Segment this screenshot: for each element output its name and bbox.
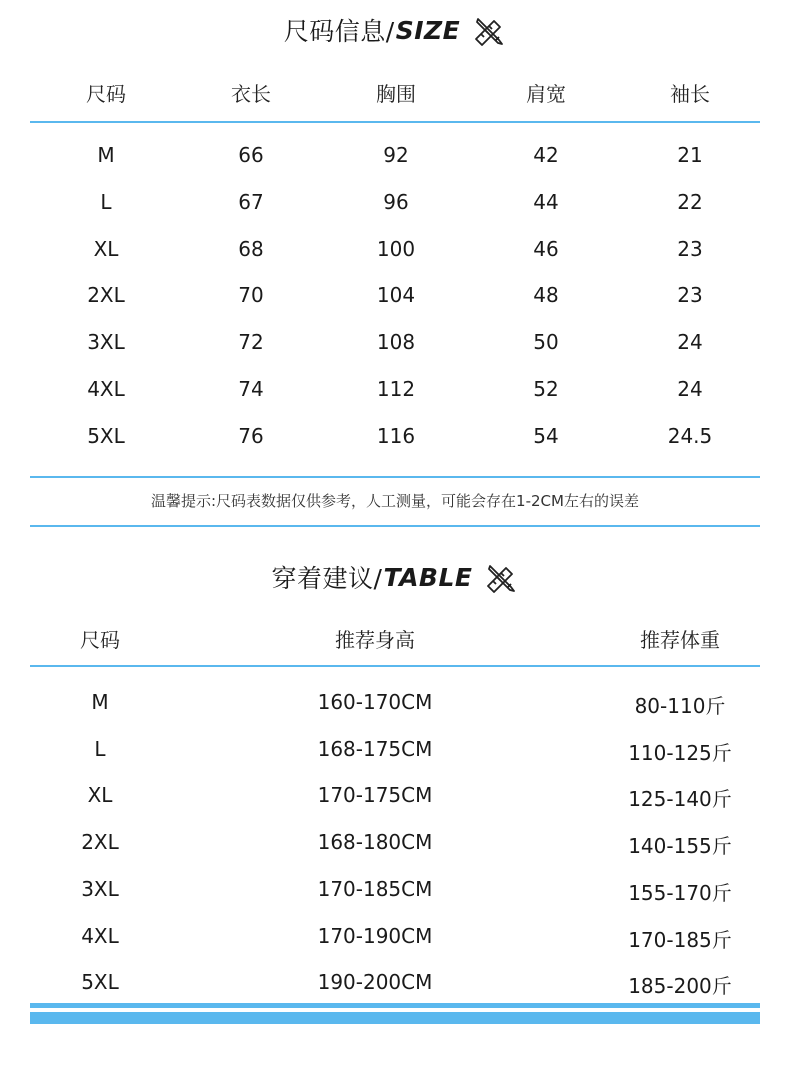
size-header-2: 胸围	[376, 82, 416, 106]
size-cell: 96	[383, 189, 409, 214]
measurement-note: 温馨提示:尺码表数据仅供参考，人工测量，可能会存在1-2CM左右的误差	[151, 492, 639, 510]
table-row	[0, 690, 790, 718]
size-title	[0, 10, 790, 50]
table-cell: L	[94, 736, 106, 761]
table-header-2: 推荐体重	[640, 628, 720, 652]
size-cell: 2XL	[87, 283, 125, 308]
size-cell: L	[100, 189, 112, 214]
table-cell: 2XL	[81, 830, 119, 855]
bottom-bar-thick	[30, 1012, 760, 1024]
table-cell: 80-110斤	[634, 694, 726, 718]
size-cell: 48	[533, 283, 559, 308]
size-header-1: 衣长	[231, 82, 271, 106]
table-row	[0, 737, 790, 765]
size-cell: 92	[383, 143, 409, 167]
table-cell: M	[91, 690, 109, 714]
size-cell: XL	[93, 236, 119, 261]
size-cell: 24.5	[667, 423, 713, 448]
size-header-divider	[30, 121, 760, 123]
table-cell: 170-185斤	[628, 927, 732, 952]
table-cell: 110-125斤	[628, 740, 732, 765]
table-cell: 168-175CM	[317, 736, 433, 761]
size-table-bottom-divider	[30, 476, 760, 478]
table-cell: 170-190CM	[317, 923, 433, 948]
table-header-divider	[30, 665, 760, 667]
size-cell: 4XL	[87, 377, 125, 401]
size-header-3: 肩宽	[526, 82, 566, 106]
size-title-cn: 尺码信息/	[283, 17, 395, 46]
size-cell: 3XL	[87, 330, 125, 355]
size-cell: 5XL	[87, 423, 125, 448]
size-row	[0, 424, 790, 452]
size-cell: 100	[376, 236, 416, 261]
size-cell: 74	[238, 377, 264, 401]
size-cell: 52	[533, 377, 559, 401]
size-header-4: 袖长	[670, 82, 710, 106]
table-cell: 190-200CM	[317, 970, 433, 995]
table-cell: XL	[87, 783, 113, 808]
table-row	[0, 924, 790, 952]
table-cell: 140-155斤	[628, 834, 732, 859]
size-row	[0, 283, 790, 311]
size-row	[0, 237, 790, 265]
ruler-pencil-icon	[472, 13, 506, 47]
size-cell: 76	[238, 423, 264, 448]
size-cell: 104	[376, 283, 416, 308]
size-cell: 21	[677, 143, 703, 167]
size-row	[0, 190, 790, 218]
size-cell: 22	[677, 189, 703, 214]
size-cell: 68	[238, 236, 264, 261]
table-title-cn: 穿着建议/	[271, 564, 383, 593]
note-divider	[30, 525, 760, 527]
size-cell: 116	[376, 423, 416, 448]
table-cell: 3XL	[81, 876, 119, 901]
size-cell: 112	[376, 377, 416, 401]
table-row	[0, 783, 790, 811]
table-cell: 170-185CM	[317, 876, 433, 901]
table-cell: 168-180CM	[317, 830, 433, 855]
table-title	[0, 557, 790, 597]
size-cell: 44	[533, 189, 559, 214]
size-title-en: SIZE	[395, 15, 461, 45]
table-header-1: 推荐身高	[335, 628, 415, 652]
table-cell: 155-170斤	[628, 880, 732, 905]
table-header-0: 尺码	[80, 628, 120, 652]
size-header-0: 尺码	[86, 82, 126, 106]
size-cell: 23	[677, 283, 703, 308]
size-cell: 42	[533, 143, 559, 167]
size-cell: 24	[677, 377, 703, 401]
size-cell: 54	[533, 423, 559, 448]
size-cell: 24	[677, 330, 703, 355]
bottom-bar-thin	[30, 1003, 760, 1008]
size-row	[0, 143, 790, 171]
size-cell: 72	[238, 330, 264, 355]
table-cell: 160-170CM	[317, 690, 433, 714]
size-row	[0, 377, 790, 405]
table-row	[0, 877, 790, 905]
table-cell: 5XL	[81, 970, 119, 995]
table-cell: 185-200斤	[628, 974, 732, 999]
size-cell: 67	[238, 189, 264, 214]
size-cell: 108	[376, 330, 416, 355]
size-cell: M	[97, 143, 115, 167]
size-cell: 70	[238, 283, 264, 308]
table-row	[0, 970, 790, 998]
size-cell: 23	[677, 236, 703, 261]
size-row	[0, 330, 790, 358]
size-cell: 66	[238, 143, 264, 167]
table-title-en: TABLE	[383, 562, 473, 592]
table-cell: 170-175CM	[317, 783, 433, 808]
size-cell: 50	[533, 330, 559, 355]
table-cell: 4XL	[81, 923, 119, 948]
table-cell: 125-140斤	[628, 787, 732, 812]
size-cell: 46	[533, 236, 559, 261]
ruler-pencil-icon	[484, 560, 518, 594]
table-row	[0, 830, 790, 858]
